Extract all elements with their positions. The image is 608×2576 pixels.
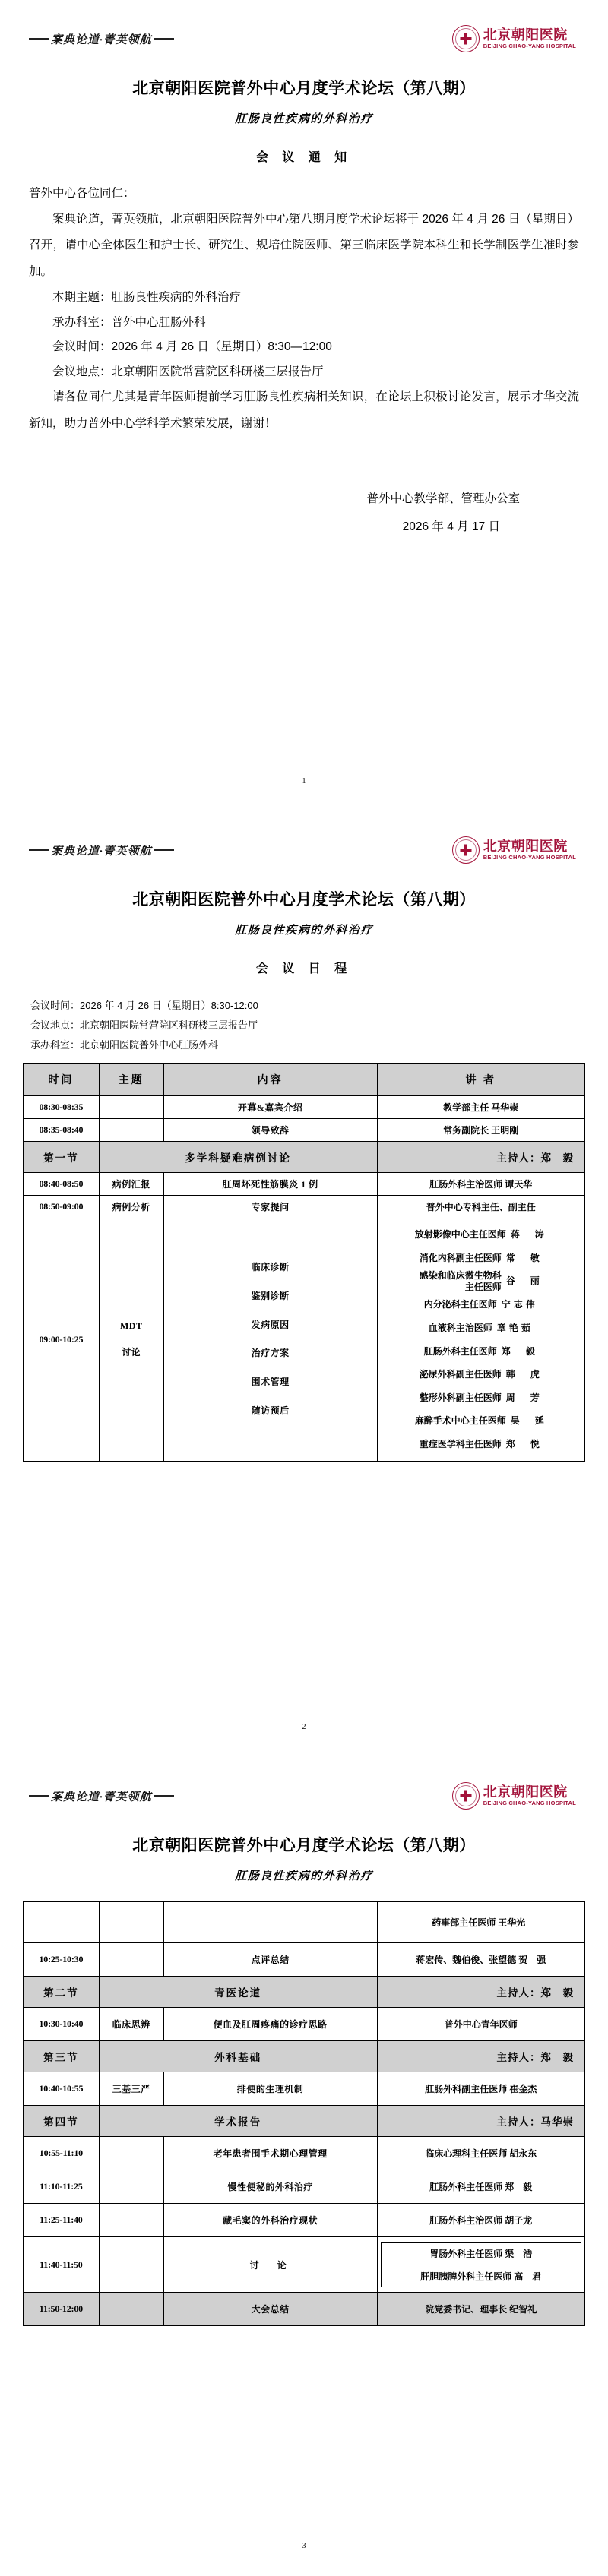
cell-time: 11:50-12:00 [24, 2293, 100, 2326]
hospital-logo-p3 [452, 1782, 576, 1810]
page-subtitle: 肛肠良性疾病的外科治疗 [235, 113, 373, 125]
cell-speaker-mdt [377, 1218, 584, 1462]
session-host: 主持人：郑 毅 [377, 1977, 584, 2008]
session-header-row [24, 2106, 585, 2137]
page-agenda-part1 [0, 811, 608, 1757]
cell-theme: 三基三严 [99, 2072, 163, 2106]
table-row [24, 2170, 585, 2204]
page-notice [0, 0, 608, 811]
cell-speaker [377, 1902, 584, 1943]
cell-time: 08:35-08:40 [24, 1119, 100, 1142]
hospital-seal-icon [452, 25, 480, 52]
cell-speaker [377, 1119, 584, 1142]
cell-content: 老年患者围手术期心理管理 [163, 2137, 377, 2170]
speaker-name: 王明刚 [491, 1125, 519, 1136]
table-row [24, 2008, 585, 2041]
slogan-rule-left [29, 38, 49, 40]
slogan-text-p3: 案典论道·菁英领航 [51, 1791, 152, 1803]
logo-name-en: BEIJING CHAO-YANG HOSPITAL [483, 43, 576, 50]
slogan-rule-left-p3 [29, 1795, 49, 1797]
speaker-role: 肛肠外科副主任医师 [425, 2084, 508, 2094]
column-header-theme: 主题 [99, 1064, 163, 1096]
notice-signature-block [23, 485, 585, 541]
speaker-name: 渠 浩 [505, 2249, 533, 2259]
cell-time: 10:40-10:55 [24, 2072, 100, 2106]
slogan-rule-left-p2 [29, 849, 49, 851]
speaker-role: 肛肠外科主任医师 [423, 1345, 497, 1357]
logo-wordmark [483, 28, 576, 49]
cell-theme [99, 1119, 163, 1142]
cell-content-mdt [163, 1218, 377, 1462]
speaker-name: 胡永东 [509, 2148, 537, 2159]
seal-inner-ring-icon-p3 [455, 1785, 477, 1806]
cell-time [24, 1902, 100, 1943]
speaker-name: 贺 强 [518, 1955, 546, 1965]
list-item [381, 2243, 581, 2265]
notice-closing: 请各位同仁尤其是青年医师提前学习肛肠良性疾病相关知识，在论坛上积极讨论发言，展示才华交流新知，助力普外中心学科学术繁荣发展，谢谢！ [29, 390, 579, 431]
speaker-role: 蒋宏传、魏伯俊、张望德 [416, 1955, 517, 1965]
cell-theme [99, 2204, 163, 2237]
speaker-role: 胃肠外科主任医师 [429, 2249, 503, 2259]
page-number-1: 1 [302, 777, 306, 785]
cell-theme [99, 2170, 163, 2204]
cell-time: 08:40-08:50 [24, 1173, 100, 1196]
mdt-speaker [381, 1386, 581, 1410]
cell-content: 肛周坏死性筋膜炎 1 例 [163, 1173, 377, 1196]
session-title: 学术报告 [99, 2106, 377, 2137]
session-label: 第一节 [24, 1142, 100, 1173]
notice-body [23, 182, 585, 438]
speaker-role: 肛肠外科主治医师 [429, 2215, 503, 2226]
cell-theme-mdt [99, 1218, 163, 1462]
session-header-row [24, 2041, 585, 2072]
logo-name-en-p2: BEIJING CHAO-YANG HOSPITAL [483, 854, 576, 861]
notice-signature: 普外中心教学部、管理办公室 [366, 492, 520, 506]
notice-time-line: 会议时间：2026 年 4 月 26 日（星期日）8:30—12:00 [52, 340, 332, 354]
table-row [24, 1119, 585, 1142]
session-header-row [24, 1977, 585, 2008]
notice-heading: 会 议 通 知 [255, 151, 353, 164]
slogan-text-p2: 案典论道·菁英领航 [51, 845, 152, 858]
cell-content: 慢性便秘的外科治疗 [163, 2170, 377, 2204]
speaker-name: 胡子龙 [505, 2215, 533, 2226]
table-row [24, 1196, 585, 1218]
cell-content: 藏毛窦的外科治疗现状 [163, 2204, 377, 2237]
speaker-role: 临床心理科主任医师 [425, 2148, 508, 2159]
seal-inner-ring-icon-p2 [455, 839, 477, 861]
logo-name-cn-p3: 北京朝阳医院 [483, 1784, 568, 1800]
speaker-name: 王华光 [498, 1917, 526, 1928]
discussion-speaker [381, 2243, 581, 2265]
speaker-name: 章艳茹 [496, 1323, 534, 1334]
speaker-role-line2: 主任医师 [464, 1282, 502, 1293]
notice-theme-line: 本期主题：肛肠良性疾病的外科治疗 [52, 291, 242, 305]
cell-speaker [377, 2170, 584, 2204]
session-header-row [24, 1142, 585, 1173]
speaker-name: 崔金杰 [509, 2084, 537, 2094]
list-item [381, 2265, 581, 2288]
agenda-table-part2 [23, 1901, 585, 2326]
table-row-mdt [24, 1218, 585, 1462]
session-host: 主持人：郑 毅 [377, 2041, 584, 2072]
cell-time-mdt: 09:00-10:25 [24, 1218, 100, 1462]
speaker-role: 消化内科副主任医师 [419, 1252, 502, 1263]
hospital-logo-p2 [452, 836, 576, 864]
slogan-rule-right-p3 [154, 1795, 174, 1797]
agenda-table-part1 [23, 1063, 585, 1462]
agenda-meta-time: 会议时间：2026 年 4 月 26 日（星期日）8:30-12:00 [30, 1000, 258, 1011]
cell-speaker-group [377, 2237, 584, 2293]
cell-content: 领导致辞 [163, 1119, 377, 1142]
hospital-seal-icon-p2 [452, 836, 480, 864]
hospital-logo [452, 25, 576, 52]
mdt-theme-line1: MDT [119, 1320, 143, 1332]
speaker-role: 常务副院长 [443, 1125, 489, 1136]
session-label: 第四节 [24, 2106, 100, 2137]
slogan-banner-p3 [29, 1788, 174, 1804]
discussion-speaker [381, 2265, 581, 2288]
speaker-role: 整形外科副主任医师 [419, 1392, 502, 1403]
cell-speaker [377, 2293, 584, 2326]
mdt-speaker [381, 1340, 581, 1364]
slogan-banner [29, 31, 174, 47]
cell-speaker [377, 1196, 584, 1218]
agenda-meta-dept: 承办科室：北京朝阳医院普外中心肛肠外科 [30, 1039, 219, 1051]
table-row [24, 1943, 585, 1977]
cell-theme [99, 2293, 163, 2326]
table-row-closing [24, 2293, 585, 2326]
table-row [24, 2072, 585, 2106]
speaker-role: 普外中心青年医师 [444, 2019, 518, 2030]
table-row [24, 2204, 585, 2237]
mdt-speaker [381, 1433, 581, 1456]
cell-time: 08:50-09:00 [24, 1196, 100, 1218]
cell-time: 10:25-10:30 [24, 1943, 100, 1977]
mdt-speaker [381, 1269, 581, 1293]
speaker-name: 吴 延 [510, 1415, 547, 1427]
agenda-heading: 会 议 日 程 [255, 962, 353, 975]
seal-inner-ring-icon [455, 28, 477, 49]
cell-speaker [377, 1943, 584, 1977]
notice-place-line: 会议地点：北京朝阳医院常营院区科研楼三层报告厅 [52, 365, 324, 378]
cell-speaker [377, 1173, 584, 1196]
speaker-role: 肛肠外科主任医师 [429, 2182, 503, 2192]
cell-theme: 病例分析 [99, 1196, 163, 1218]
letterhead-p2 [23, 833, 585, 868]
table-row [24, 1173, 585, 1196]
column-header-speaker: 讲 者 [377, 1064, 584, 1096]
cell-theme [99, 2237, 163, 2293]
cell-time: 10:55-11:10 [24, 2137, 100, 2170]
speaker-name: 高 君 [514, 2271, 542, 2282]
cell-content: 大会总结 [163, 2293, 377, 2326]
speaker-name: 韩 虎 [505, 1369, 543, 1380]
mdt-content-item: 鉴别诊断 [251, 1290, 290, 1301]
cell-content: 开幕&嘉宾介绍 [163, 1096, 377, 1119]
table-row-mdt-continued [24, 1902, 585, 1943]
notice-sign-date: 2026 年 4 月 17 日 [402, 520, 500, 534]
cell-speaker [377, 2204, 584, 2237]
column-header-content: 内容 [163, 1064, 377, 1096]
speaker-role: 肛肠外科主治医师 [429, 1179, 503, 1190]
speaker-role: 泌尿外科副主任医师 [419, 1369, 502, 1380]
cell-theme: 临床思辨 [99, 2008, 163, 2041]
mdt-content-item: 治疗方案 [251, 1348, 290, 1359]
speaker-name: 蒋 涛 [510, 1229, 547, 1240]
speaker-name: 周 芳 [505, 1392, 543, 1403]
cell-content [163, 2237, 377, 2293]
page-subtitle-p3: 肛肠良性疾病的外科治疗 [235, 1870, 373, 1882]
page-subtitle-p2: 肛肠良性疾病的外科治疗 [235, 925, 373, 937]
speaker-name: 宁志伟 [501, 1299, 538, 1310]
mdt-content-item: 发病原因 [251, 1319, 290, 1330]
cell-content: 专家提问 [163, 1196, 377, 1218]
speaker-name: 谭天华 [505, 1179, 533, 1190]
slogan-text: 案典论道·菁英领航 [51, 33, 152, 46]
mdt-theme-line2: 讨论 [122, 1347, 141, 1358]
cell-theme [99, 1943, 163, 1977]
cell-time: 08:30-08:35 [24, 1096, 100, 1119]
cell-time: 11:40-11:50 [24, 2237, 100, 2293]
session-title: 外科基础 [99, 2041, 377, 2072]
speaker-name: 郑 悦 [505, 1439, 543, 1449]
letterhead [23, 21, 585, 56]
table-row [24, 1096, 585, 1119]
page-agenda-part2 [0, 1757, 608, 2576]
speaker-role: 麻醉手术中心主任医师 [414, 1415, 506, 1427]
cell-time: 10:30-10:40 [24, 2008, 100, 2041]
cell-theme: 病例汇报 [99, 1173, 163, 1196]
speaker-name: 马华崇 [491, 1102, 519, 1113]
speaker-name: 纪智礼 [509, 2304, 537, 2315]
cell-theme [99, 2137, 163, 2170]
session-host: 主持人：郑 毅 [377, 1142, 584, 1173]
notice-intro: 案典论道，菁英领航，北京朝阳医院普外中心第八期月度学术论坛将于 2026 年 4 月 26 日（星期日）召开，请中心全体医生和护士长、研究生、规培住院医师、第三临床医学院本科生和长学制医学生准时参加。 [29, 212, 579, 279]
cell-content [163, 1902, 377, 1943]
cell-time: 11:10-11:25 [24, 2170, 100, 2204]
speaker-name: 谷 丽 [505, 1275, 543, 1287]
speaker-role: 重症医学科主任医师 [419, 1439, 502, 1449]
hospital-seal-icon-p3 [452, 1782, 480, 1810]
mdt-speaker [381, 1316, 581, 1340]
speaker-role: 肝胆胰脾外科主任医师 [420, 2271, 512, 2282]
mdt-content-item: 随访预后 [251, 1405, 290, 1416]
cell-content: 排便的生理机制 [163, 2072, 377, 2106]
mdt-content-item: 临床诊断 [251, 1261, 290, 1272]
page-title: 北京朝阳医院普外中心月度学术论坛（第八期） [132, 80, 476, 97]
cell-theme [99, 1096, 163, 1119]
speaker-role: 院党委书记、理事长 [425, 2304, 508, 2315]
cell-content: 点评总结 [163, 1943, 377, 1977]
speaker-name: 郑 毅 [505, 2182, 533, 2192]
speaker-role: 放射影像中心主任医师 [414, 1229, 506, 1240]
mdt-speaker [381, 1363, 581, 1386]
letterhead-p3 [23, 1778, 585, 1813]
table-row [24, 2137, 585, 2170]
mdt-speaker [381, 1409, 581, 1433]
speaker-role: 教学部主任 [443, 1102, 489, 1113]
mdt-speaker [381, 1223, 581, 1247]
speaker-name: 郑 毅 [501, 1345, 538, 1357]
discussion-label: 讨 论 [249, 2259, 291, 2271]
logo-name-cn: 北京朝阳医院 [483, 27, 568, 43]
cell-speaker [377, 2008, 584, 2041]
agenda-meta [23, 996, 585, 1055]
discussion-speaker-list [381, 2242, 581, 2287]
notice-salutation: 普外中心各位同仁： [29, 187, 135, 200]
cell-theme [99, 1902, 163, 1943]
column-header-time: 时间 [24, 1064, 100, 1096]
slogan-rule-right [154, 38, 174, 40]
cell-content: 便血及肛周疼痛的诊疗思路 [163, 2008, 377, 2041]
agenda-meta-place: 会议地点：北京朝阳医院常营院区科研楼三层报告厅 [30, 1019, 258, 1031]
logo-name-en-p3: BEIJING CHAO-YANG HOSPITAL [483, 1800, 576, 1807]
session-label: 第三节 [24, 2041, 100, 2072]
slogan-banner-p2 [29, 842, 174, 858]
session-label: 第二节 [24, 1977, 100, 2008]
page-number-2: 2 [302, 1723, 306, 1731]
speaker-role: 内分泌科主任医师 [423, 1299, 497, 1310]
notice-host-dept-line: 承办科室：普外中心肛肠外科 [52, 315, 206, 329]
mdt-speaker [381, 1247, 581, 1270]
speaker-name: 常 敏 [505, 1252, 543, 1263]
logo-wordmark-p2 [483, 839, 576, 861]
session-title: 青医论道 [99, 1977, 377, 2008]
mdt-content-item: 围术管理 [251, 1377, 290, 1388]
speaker-role-line1: 感染和临床微生物科 [419, 1270, 502, 1282]
page-number-3: 3 [302, 2542, 306, 2550]
page-title-p2: 北京朝阳医院普外中心月度学术论坛（第八期） [132, 891, 476, 909]
session-host: 主持人：马华崇 [377, 2106, 584, 2137]
speaker-role: 药事部主任医师 [432, 1917, 496, 1928]
speaker-role [420, 1270, 502, 1293]
mdt-speaker [381, 1293, 581, 1316]
logo-name-cn-p2: 北京朝阳医院 [483, 839, 568, 855]
speaker-role: 血液科主治医师 [428, 1323, 492, 1334]
table-header-row [24, 1064, 585, 1096]
cell-speaker [377, 1096, 584, 1119]
cell-speaker [377, 2072, 584, 2106]
page-title-p3: 北京朝阳医院普外中心月度学术论坛（第八期） [132, 1837, 476, 1854]
cell-speaker [377, 2137, 584, 2170]
speaker-role: 普外中心专科主任、副主任 [426, 1202, 536, 1212]
slogan-rule-right-p2 [154, 849, 174, 851]
session-title: 多学科疑难病例讨论 [99, 1142, 377, 1173]
table-row-discussion [24, 2237, 585, 2293]
cell-time: 11:25-11:40 [24, 2204, 100, 2237]
logo-wordmark-p3 [483, 1785, 576, 1806]
